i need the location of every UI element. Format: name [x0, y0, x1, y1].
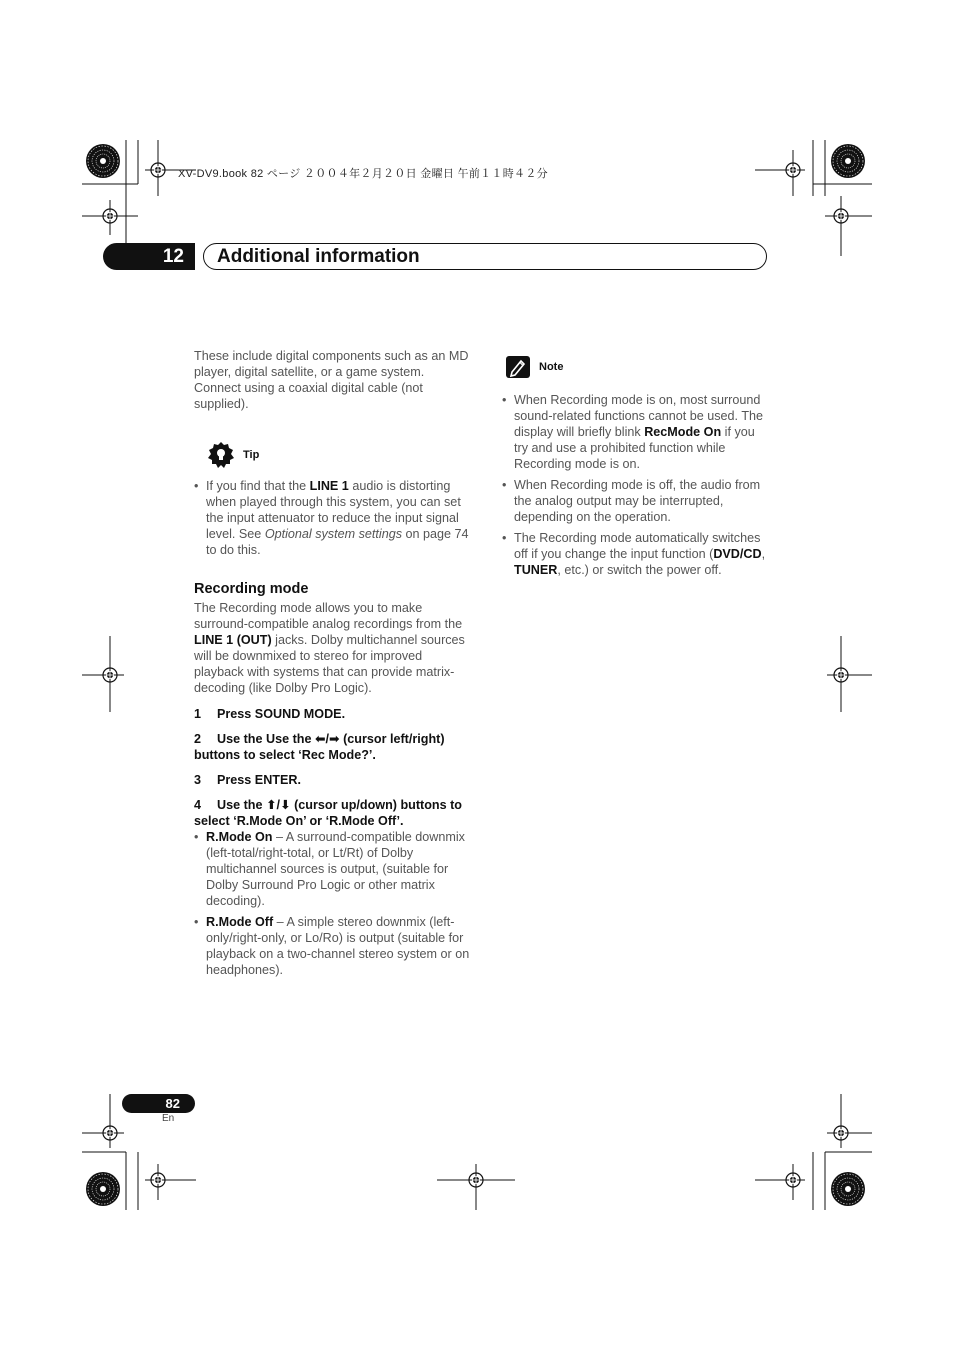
print-header: XV-DV9.book 82 ページ ２００４年２月２０日 金曜日 午前１１時４２分	[178, 168, 548, 180]
note-item: • When Recording mode is off, the audio from the analog output may be interrupted, depending on the operation.	[502, 477, 768, 525]
section-heading-recording-mode: Recording mode	[194, 581, 309, 597]
note-heading	[506, 352, 768, 382]
step-1: 1 Press SOUND MODE.	[194, 707, 346, 721]
option-item-rmode-on: • R.Mode On – A surround-compatible downmix (left-total/right-total, or Lt/Rt) of Dolby multichannel sources is output, (suitable for Dolby Surround Pro Logic or other matrix decoding).	[194, 829, 470, 909]
tip-label: Tip	[243, 449, 260, 461]
page-language-code: En	[162, 1113, 175, 1124]
tip-list	[194, 478, 470, 558]
note-list	[502, 392, 768, 578]
left-right-arrows-icon: ⬅/➡	[314, 732, 340, 746]
step-4: 4 Use the ⬆/⬇ (cursor up/down) buttons to select ‘R.Mode On’ or ‘R.Mode Off’.	[194, 798, 462, 828]
page-number-badge: 82	[122, 1094, 195, 1113]
chapter-title: Additional information	[203, 243, 767, 270]
right-column	[502, 352, 768, 583]
note-item: • When Recording mode is on, most surround sound-related functions cannot be used. The display will briefly blink RecMode On if you try and use a prohibited function while Recording mode is on.	[502, 392, 768, 472]
pencil-note-icon	[506, 356, 530, 378]
recording-mode-paragraph: The Recording mode allows you to make surround-compatible analog recordings from the LINE 1 (OUT) jacks. Dolby multichannel sources will be downmixed to stereo for improved playback with systems that can provide matrix-decoding (like Dolby Pro Logic).	[194, 601, 465, 695]
option-item-rmode-off: • R.Mode Off – A simple stereo downmix (left-only/right-only, or Lo/Ro) is output (suitable for playback on a two-channel stereo system or on headphones).	[194, 914, 470, 978]
note-item: • The Recording mode automatically switches off if you change the input function (DVD/CD, TUNER, etc.) or switch the power off.	[502, 530, 768, 578]
intro-paragraph: These include digital components such as an MD player, digital satellite, or a game system. Connect using a coaxial digital cable (not supplied).	[194, 349, 469, 411]
step-3: 3 Press ENTER.	[194, 773, 301, 787]
chapter-number-badge: 12	[103, 243, 195, 270]
tip-item: • If you find that the LINE 1 audio is distorting when played through this system, you can set the input attenuator to reduce the input signal level. See Optional system settings on page 74 to do this.	[194, 478, 470, 558]
tip-heading	[208, 440, 470, 470]
lightbulb-icon	[208, 442, 234, 468]
left-column	[194, 348, 470, 983]
step-2: 2 Use the Use the ⬅/➡ (cursor left/right) buttons to select ‘Rec Mode?’.	[194, 732, 445, 762]
note-label: Note	[539, 361, 564, 373]
recording-mode-options	[194, 829, 470, 978]
up-down-arrows-icon: ⬆/⬇	[266, 798, 291, 812]
